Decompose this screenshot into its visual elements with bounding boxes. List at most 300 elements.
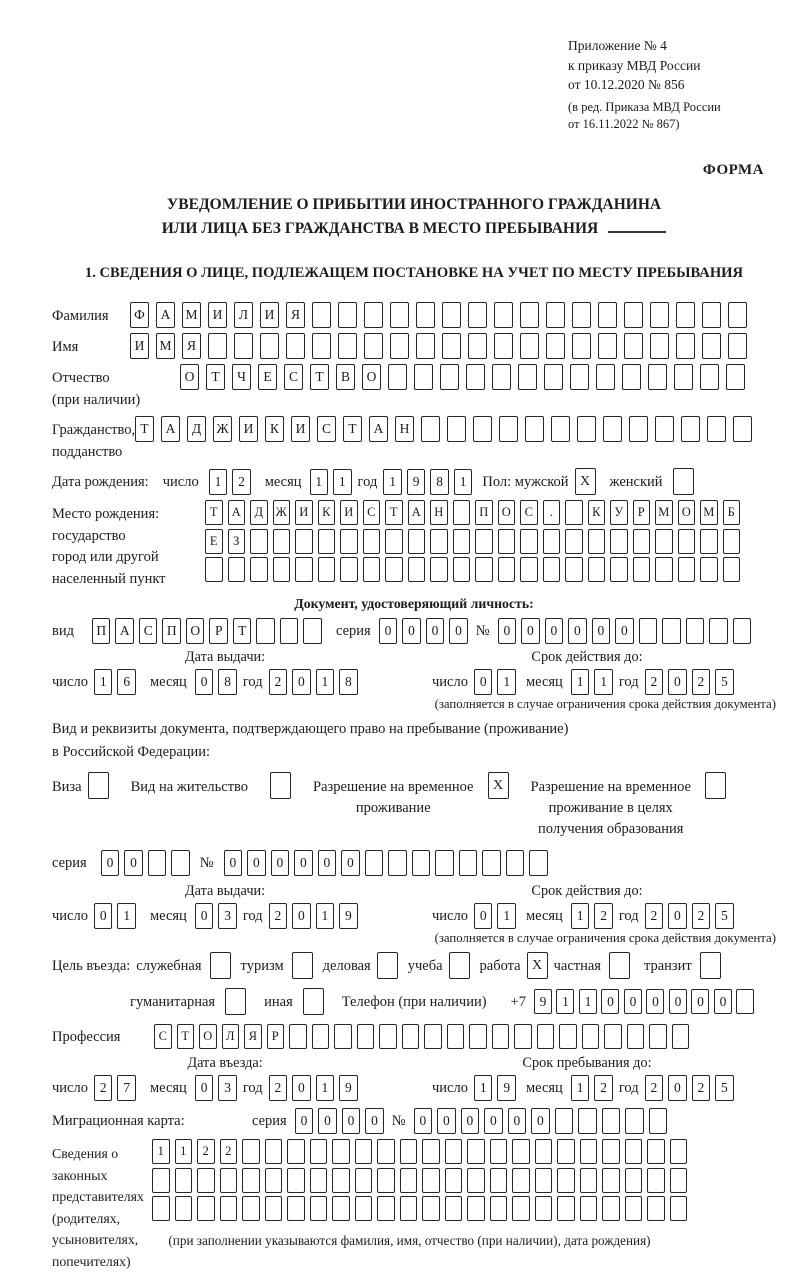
- char-cell: 2: [645, 669, 664, 695]
- char-cell: [388, 364, 407, 390]
- char-cell: [559, 1024, 577, 1049]
- char-cell: [152, 1196, 170, 1221]
- char-cell: [535, 1139, 553, 1164]
- char-cell: [273, 529, 291, 554]
- char-cell: [596, 364, 615, 390]
- char-cell: Я: [286, 302, 305, 328]
- char-cell: 1: [209, 469, 228, 495]
- char-cell: О: [678, 500, 696, 525]
- char-cell: [377, 1139, 395, 1164]
- day-label: число: [52, 908, 88, 925]
- char-cell: 1: [316, 903, 335, 929]
- char-cell: 9: [407, 469, 426, 495]
- birth-place-row: [52, 500, 776, 590]
- char-cell: [445, 1139, 463, 1164]
- char-cell: [445, 1196, 463, 1221]
- residence-series-label: серия: [52, 855, 87, 872]
- char-cell: [674, 364, 693, 390]
- char-cell: П: [475, 500, 493, 525]
- identity-issue-day: [94, 669, 136, 695]
- entry-stay-dates: [52, 1055, 776, 1101]
- char-cell: 1: [571, 1075, 590, 1101]
- char-cell: С: [520, 500, 538, 525]
- char-cell: [672, 1024, 690, 1049]
- char-cell: [364, 302, 383, 328]
- char-cell: 2: [269, 903, 288, 929]
- stay-year: [645, 1075, 734, 1101]
- char-cell: 0: [508, 1108, 527, 1134]
- name-label: Имя: [52, 339, 79, 356]
- char-cell: 0: [426, 618, 445, 644]
- char-cell: [733, 618, 752, 644]
- legal-representatives-right: [152, 1139, 687, 1249]
- char-cell: [557, 1168, 575, 1193]
- stay-day: [474, 1075, 516, 1101]
- char-cell: С: [317, 416, 336, 442]
- char-cell: Я: [182, 333, 201, 359]
- surname-label: Фамилия: [52, 308, 109, 325]
- char-cell: [318, 529, 336, 554]
- purpose-study-checkbox: [449, 952, 470, 979]
- char-cell: [435, 850, 454, 876]
- char-cell: [633, 557, 651, 582]
- char-cell: 0: [294, 850, 313, 876]
- char-cell: [565, 557, 583, 582]
- name-row: [52, 333, 776, 359]
- identity-series-boxes: [379, 618, 468, 644]
- temp-residence-option: Разрешение на временное проживание X: [313, 772, 508, 819]
- char-cell: [287, 1168, 305, 1193]
- char-cell: [422, 1139, 440, 1164]
- char-cell: [649, 1024, 667, 1049]
- char-cell: [379, 1024, 397, 1049]
- char-cell: [364, 333, 383, 359]
- char-cell: 1: [594, 669, 613, 695]
- purpose-tourism-checkbox: [292, 952, 313, 979]
- birth-day-boxes: [209, 469, 251, 495]
- char-cell: 1: [310, 469, 329, 495]
- birth-place-row3: [205, 557, 740, 582]
- char-cell: [365, 850, 384, 876]
- form-title: [52, 193, 776, 241]
- char-cell: С: [139, 618, 158, 644]
- residence-doc-intro: [52, 718, 776, 764]
- char-cell: .: [543, 500, 561, 525]
- char-cell: 0: [668, 903, 687, 929]
- char-cell: [422, 1168, 440, 1193]
- char-cell: [228, 557, 246, 582]
- profession-label: Профессия: [52, 1028, 121, 1045]
- char-cell: [468, 302, 487, 328]
- year-label: год: [242, 1080, 263, 1097]
- char-cell: [647, 1139, 665, 1164]
- identity-issue-line: [52, 669, 398, 695]
- residence-number-label: №: [199, 855, 214, 872]
- char-cell: [655, 557, 673, 582]
- birth-place-boxes: [205, 500, 740, 582]
- year-label: год: [242, 908, 263, 925]
- migration-card-row: [52, 1108, 776, 1134]
- section1-heading: 1. СВЕДЕНИЯ О ЛИЦЕ, ПОДЛЕЖАЩЕМ ПОСТАНОВКЕ НА УЧЕТ ПО МЕСТУ ПРЕБЫВАНИЯ: [84, 265, 744, 282]
- char-cell: [512, 1139, 530, 1164]
- char-cell: П: [92, 618, 111, 644]
- char-cell: 1: [579, 989, 597, 1014]
- char-cell: [265, 1196, 283, 1221]
- char-cell: 8: [218, 669, 237, 695]
- char-cell: К: [588, 500, 606, 525]
- legal-reps-row2: [152, 1168, 687, 1193]
- char-cell: [197, 1168, 215, 1193]
- char-cell: 2: [692, 903, 711, 929]
- legal-representatives-footnote: (при заполнении указываются фамилия, имя, отчество (при наличии), дата рождения): [168, 1233, 651, 1249]
- char-cell: [467, 1139, 485, 1164]
- char-cell: [357, 1024, 375, 1049]
- residence-expiry-year: [645, 903, 734, 929]
- char-cell: [286, 333, 305, 359]
- char-cell: Е: [258, 364, 277, 390]
- day-label: число: [432, 1080, 468, 1097]
- char-cell: Т: [205, 500, 223, 525]
- char-cell: Т: [233, 618, 252, 644]
- char-cell: [676, 333, 695, 359]
- birth-date-row: [52, 468, 776, 495]
- identity-issue-col: [52, 649, 398, 695]
- char-cell: Ж: [273, 500, 291, 525]
- char-cell: 1: [117, 903, 136, 929]
- char-cell: 0: [247, 850, 266, 876]
- identity-series-label: серия: [335, 623, 371, 640]
- char-cell: [736, 989, 754, 1014]
- char-cell: [580, 1139, 598, 1164]
- entry-date-col: [52, 1055, 398, 1101]
- char-cell: [440, 364, 459, 390]
- phone-prefix: +7: [510, 993, 526, 1010]
- residence-expiry-line: [398, 903, 776, 929]
- char-cell: [242, 1196, 260, 1221]
- legal-reps-row3: [152, 1196, 687, 1221]
- char-cell: И: [260, 302, 279, 328]
- char-cell: [148, 850, 167, 876]
- char-cell: [625, 1196, 643, 1221]
- citizenship-label: Гражданство, подданство: [52, 422, 136, 460]
- char-cell: 0: [601, 989, 619, 1014]
- char-cell: 0: [461, 1108, 480, 1134]
- identity-issue-heading: Дата выдачи:: [184, 649, 266, 666]
- char-cell: И: [130, 333, 149, 359]
- char-cell: [499, 416, 518, 442]
- char-cell: [512, 1196, 530, 1221]
- char-cell: [582, 1024, 600, 1049]
- char-cell: А: [161, 416, 180, 442]
- char-cell: З: [228, 529, 246, 554]
- char-cell: [572, 333, 591, 359]
- residence-dates: [52, 883, 776, 929]
- purpose-transit-checkbox: [700, 952, 721, 979]
- char-cell: 0: [498, 618, 517, 644]
- char-cell: 0: [474, 903, 493, 929]
- char-cell: Б: [723, 500, 741, 525]
- char-cell: [494, 333, 513, 359]
- legal-representatives-row: [52, 1139, 776, 1272]
- char-cell: [265, 1168, 283, 1193]
- char-cell: [546, 333, 565, 359]
- char-cell: [242, 1168, 260, 1193]
- char-cell: [312, 302, 331, 328]
- birth-year-boxes: [383, 469, 472, 495]
- char-cell: С: [363, 500, 381, 525]
- char-cell: А: [115, 618, 134, 644]
- char-cell: 0: [292, 903, 311, 929]
- char-cell: Д: [250, 500, 268, 525]
- char-cell: Л: [222, 1024, 240, 1049]
- header-area: [52, 34, 776, 162]
- char-cell: [670, 1196, 688, 1221]
- identity-issue-month: [195, 669, 237, 695]
- purpose-humanitarian-checkbox: [225, 988, 246, 1015]
- char-cell: [555, 1108, 574, 1134]
- residence-issue-day: [94, 903, 136, 929]
- char-cell: [390, 333, 409, 359]
- char-cell: 1: [333, 469, 352, 495]
- char-cell: 0: [668, 669, 687, 695]
- char-cell: [557, 1139, 575, 1164]
- char-cell: [681, 416, 700, 442]
- char-cell: [629, 416, 648, 442]
- purpose-work-checkbox: X: [527, 952, 548, 979]
- migration-series-label: серия: [252, 1113, 287, 1130]
- entry-year: [269, 1075, 358, 1101]
- identity-doc-heading: Документ, удостоверяющий личность:: [294, 596, 534, 612]
- char-cell: 8: [339, 669, 358, 695]
- char-cell: О: [362, 364, 381, 390]
- sex-male-checkbox: X: [575, 468, 596, 495]
- char-cell: [572, 302, 591, 328]
- identity-expiry-year: [645, 669, 734, 695]
- char-cell: [287, 1196, 305, 1221]
- char-cell: [363, 557, 381, 582]
- char-cell: А: [408, 500, 426, 525]
- char-cell: [647, 1168, 665, 1193]
- char-cell: [377, 1168, 395, 1193]
- char-cell: 9: [497, 1075, 516, 1101]
- char-cell: И: [291, 416, 310, 442]
- char-cell: [205, 557, 223, 582]
- char-cell: [250, 529, 268, 554]
- char-cell: [639, 618, 658, 644]
- char-cell: [490, 1196, 508, 1221]
- char-cell: 8: [430, 469, 449, 495]
- entry-day: [94, 1075, 136, 1101]
- char-cell: И: [239, 416, 258, 442]
- char-cell: [421, 416, 440, 442]
- char-cell: Е: [205, 529, 223, 554]
- residence-number-boxes: [224, 850, 548, 876]
- appendix-line: (в ред. Приказа МВД России: [568, 99, 721, 114]
- char-cell: [733, 416, 752, 442]
- char-cell: [453, 529, 471, 554]
- char-cell: [340, 557, 358, 582]
- char-cell: [525, 416, 544, 442]
- residence-expiry-day: [474, 903, 516, 929]
- char-cell: [424, 1024, 442, 1049]
- residence-doc-number-row: [52, 850, 776, 876]
- char-cell: [312, 333, 331, 359]
- char-cell: [520, 302, 539, 328]
- char-cell: 0: [449, 618, 468, 644]
- char-cell: [494, 302, 513, 328]
- char-cell: С: [154, 1024, 172, 1049]
- char-cell: [649, 1108, 668, 1134]
- char-cell: [242, 1139, 260, 1164]
- char-cell: 0: [271, 850, 290, 876]
- char-cell: 1: [474, 1075, 493, 1101]
- char-cell: [625, 1168, 643, 1193]
- char-cell: [580, 1196, 598, 1221]
- char-cell: [678, 529, 696, 554]
- char-cell: 0: [94, 903, 113, 929]
- char-cell: 0: [195, 669, 214, 695]
- char-cell: [453, 500, 471, 525]
- char-cell: К: [318, 500, 336, 525]
- char-cell: [728, 302, 747, 328]
- profession-row: [52, 1024, 776, 1049]
- char-cell: 2: [594, 903, 613, 929]
- char-cell: М: [700, 500, 718, 525]
- char-cell: О: [498, 500, 516, 525]
- char-cell: 0: [318, 850, 337, 876]
- appendix-reference: [568, 36, 721, 134]
- char-cell: 2: [692, 669, 711, 695]
- stay-until-col: [398, 1055, 776, 1101]
- char-cell: [175, 1168, 193, 1193]
- char-cell: [475, 557, 493, 582]
- char-cell: Т: [385, 500, 403, 525]
- char-cell: 0: [691, 989, 709, 1014]
- char-cell: [390, 302, 409, 328]
- char-cell: И: [208, 302, 227, 328]
- char-cell: [557, 1196, 575, 1221]
- phone-digit-boxes: [534, 989, 755, 1014]
- char-cell: [250, 557, 268, 582]
- patronymic-row: [52, 364, 776, 411]
- appendix-line: Приложение № 4: [568, 38, 667, 53]
- migration-card-label: Миграционная карта:: [52, 1113, 185, 1130]
- char-cell: 2: [269, 669, 288, 695]
- appendix-line: к приказу МВД России: [568, 57, 701, 73]
- char-cell: П: [162, 618, 181, 644]
- char-cell: 0: [646, 989, 664, 1014]
- char-cell: [355, 1168, 373, 1193]
- char-cell: [312, 1024, 330, 1049]
- sex-female-label: женский: [609, 473, 663, 490]
- char-cell: [265, 1139, 283, 1164]
- char-cell: 3: [218, 903, 237, 929]
- char-cell: [310, 1139, 328, 1164]
- char-cell: [603, 416, 622, 442]
- char-cell: [648, 364, 667, 390]
- char-cell: 0: [437, 1108, 456, 1134]
- char-cell: Т: [310, 364, 329, 390]
- char-cell: 0: [341, 850, 360, 876]
- month-label: месяц: [525, 908, 563, 925]
- birth-month-boxes: [310, 469, 352, 495]
- char-cell: [408, 557, 426, 582]
- char-cell: [602, 1139, 620, 1164]
- identity-expiry-day: [474, 669, 516, 695]
- char-cell: 2: [197, 1139, 215, 1164]
- char-cell: 2: [692, 1075, 711, 1101]
- char-cell: [220, 1196, 238, 1221]
- birth-place-label: Место рождения: государство город или другой населенный пункт: [52, 506, 166, 587]
- char-cell: [459, 850, 478, 876]
- char-cell: 1: [316, 1075, 335, 1101]
- month-label: месяц: [149, 1080, 187, 1097]
- residence-doc-options: [52, 772, 776, 840]
- surname-row: [52, 302, 776, 328]
- char-cell: И: [340, 500, 358, 525]
- char-cell: [723, 529, 741, 554]
- char-cell: [377, 1196, 395, 1221]
- char-cell: [520, 529, 538, 554]
- residence-doc-intro-line2: в Российской Федерации:: [52, 744, 211, 761]
- char-cell: 2: [645, 903, 664, 929]
- char-cell: [256, 618, 275, 644]
- char-cell: [338, 333, 357, 359]
- char-cell: [625, 1139, 643, 1164]
- month-label: месяц: [149, 908, 187, 925]
- char-cell: [686, 618, 705, 644]
- char-cell: [610, 529, 628, 554]
- birth-place-row2: [205, 529, 740, 554]
- char-cell: 9: [339, 1075, 358, 1101]
- char-cell: [453, 557, 471, 582]
- char-cell: [537, 1024, 555, 1049]
- migration-number-boxes: [414, 1108, 668, 1134]
- purpose-business-checkbox: [377, 952, 398, 979]
- char-cell: [625, 1108, 644, 1134]
- char-cell: 9: [339, 903, 358, 929]
- char-cell: 0: [545, 618, 564, 644]
- char-cell: 0: [318, 1108, 337, 1134]
- entry-month: [195, 1075, 237, 1101]
- char-cell: Т: [343, 416, 362, 442]
- patronymic-label: Отчество (при наличии): [52, 370, 141, 408]
- day-label: число: [162, 473, 199, 490]
- char-cell: [662, 618, 681, 644]
- profession-boxes: [154, 1024, 689, 1049]
- char-cell: 0: [714, 989, 732, 1014]
- char-cell: [529, 850, 548, 876]
- char-cell: [197, 1196, 215, 1221]
- char-cell: [622, 364, 641, 390]
- purpose-other-checkbox: [303, 988, 324, 1015]
- residence-issue-month: [195, 903, 237, 929]
- char-cell: [570, 364, 589, 390]
- char-cell: [492, 364, 511, 390]
- char-cell: [303, 618, 322, 644]
- entry-date-heading: Дата въезда:: [187, 1055, 263, 1072]
- citizenship-row: [52, 416, 776, 463]
- char-cell: 0: [669, 989, 687, 1014]
- char-cell: А: [156, 302, 175, 328]
- identity-kind-boxes: [92, 618, 322, 644]
- char-cell: [482, 850, 501, 876]
- temp-residence-education-option: Разрешение на временное проживание в целях получения образования: [531, 772, 726, 840]
- char-cell: [318, 557, 336, 582]
- form-title-line1: УВЕДОМЛЕНИЕ О ПРИБЫТИИ ИНОСТРАННОГО ГРАЖДАНИНА: [166, 196, 662, 213]
- char-cell: [551, 416, 570, 442]
- char-cell: [520, 557, 538, 582]
